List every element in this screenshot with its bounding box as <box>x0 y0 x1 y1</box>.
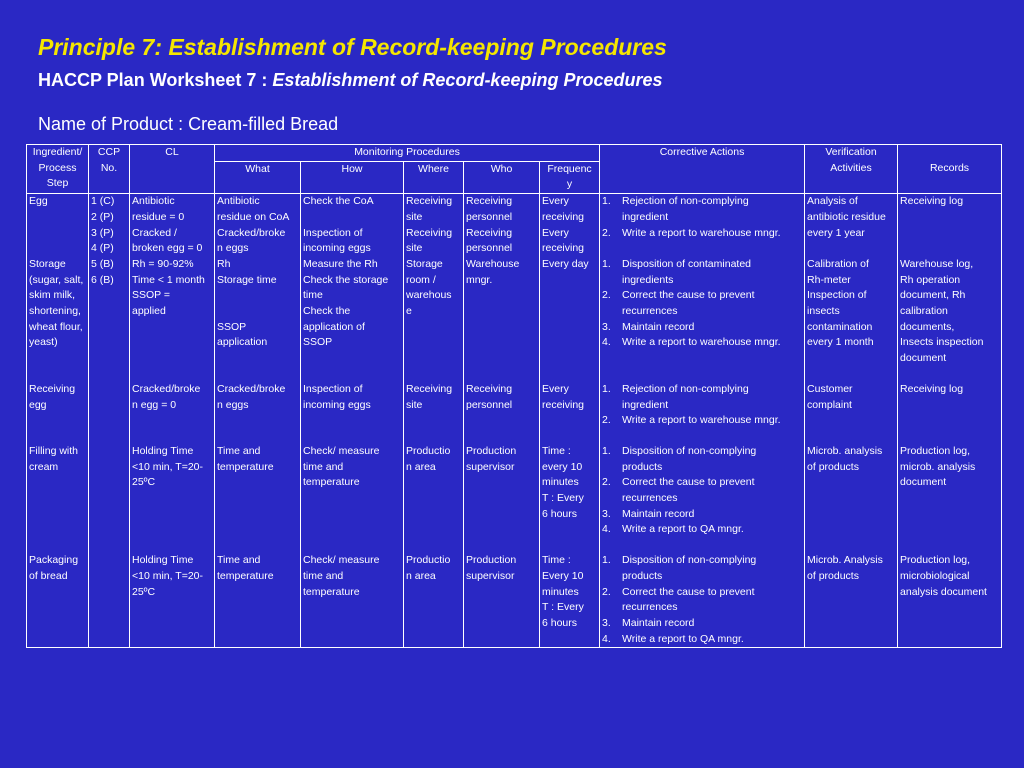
frequency-line: receiving <box>542 398 585 411</box>
haccp-worksheet-table <box>26 144 1002 648</box>
corrective-number: 1. <box>602 382 611 395</box>
how-line: Measure the Rh <box>303 257 378 270</box>
col-who: Who <box>464 161 540 193</box>
frequency-line: 6 hours <box>542 507 578 520</box>
corrective-text <box>622 288 755 319</box>
cell-who <box>464 444 540 553</box>
cl-line: n egg = 0 <box>132 398 177 411</box>
frequency-line: Every <box>542 382 569 395</box>
corrective-line: Maintain record <box>622 507 695 520</box>
corrective-line: Disposition of non-complying <box>622 444 757 457</box>
who-line: mngr. <box>466 273 493 286</box>
where-line: Receiving <box>406 195 453 208</box>
cl-line: SSOP = <box>132 289 171 302</box>
cell-where <box>404 444 464 553</box>
cl-line: 25ºC <box>132 585 156 598</box>
corrective-line: Disposition of non-complying <box>622 554 757 567</box>
corrective-line: products <box>622 460 663 473</box>
frequency-line: Every <box>542 226 569 239</box>
corrective-number: 1. <box>602 444 611 457</box>
corrective-line: products <box>622 569 663 582</box>
col-ingredient: Ingredient/ Process Step <box>27 145 89 194</box>
cl-line: Holding Time <box>132 444 194 457</box>
cell-where <box>404 194 464 382</box>
corrective-line: Write a report to warehouse mngr. <box>622 336 781 349</box>
cell-records <box>898 553 1002 648</box>
cl-line: 25ºC <box>132 476 156 489</box>
verification-line <box>807 241 895 257</box>
ccp-line: 2 (P) <box>91 210 114 223</box>
frequency-line: Every day <box>542 257 589 270</box>
cl-line: Antibiotic <box>132 195 175 208</box>
cell-corrective <box>600 444 805 553</box>
frequency-line: 6 hours <box>542 616 578 629</box>
col-what: What <box>215 161 301 193</box>
records-line: Receiving log <box>900 195 964 208</box>
col-corrective: Corrective Actions <box>600 145 805 194</box>
corrective-item <box>602 475 802 506</box>
corrective-item <box>602 507 802 523</box>
frequency-line: every 10 <box>542 460 583 473</box>
ingredient-line: Filling with <box>29 444 79 457</box>
what-line <box>217 288 298 304</box>
corrective-number: 4. <box>602 632 611 645</box>
col-frequency: Frequenc y <box>540 161 600 193</box>
ingredient-line: (sugar, salt, <box>29 273 84 286</box>
verification-line: of products <box>807 460 859 473</box>
who-line: Warehouse <box>466 257 520 270</box>
ingredient-line: cream <box>29 460 59 473</box>
where-line: warehous <box>406 289 452 302</box>
how-line: SSOP <box>303 336 333 349</box>
ingredient-line: of bread <box>29 569 68 582</box>
what-line: SSOP <box>217 320 247 333</box>
ingredient-line: skim milk, <box>29 289 76 302</box>
col-monitoring: Monitoring Procedures <box>215 145 600 162</box>
corrective-text <box>622 475 755 506</box>
corrective-line: recurrences <box>622 305 678 318</box>
corrective-text <box>622 632 744 648</box>
corrective-item <box>602 553 802 584</box>
who-line: Receiving <box>466 382 513 395</box>
frequency-line: Every 10 <box>542 569 584 582</box>
where-line: Storage <box>406 257 443 270</box>
verification-line: every 1 month <box>807 336 874 349</box>
who-line: personnel <box>466 242 513 255</box>
corrective-line: recurrences <box>622 601 678 614</box>
where-line: Receiving <box>406 226 453 239</box>
where-line: n area <box>406 460 436 473</box>
cl-line: residue = 0 <box>132 210 185 223</box>
ingredient-line: shortening, <box>29 304 81 317</box>
where-line: Productio <box>406 444 451 457</box>
records-line: Production log, <box>900 554 971 567</box>
col-ccp: CCP No. <box>89 145 130 194</box>
corrective-item <box>602 320 802 336</box>
ccp-line: 6 (B) <box>91 273 114 286</box>
corrective-list <box>602 553 802 647</box>
verification-line: insects <box>807 305 840 318</box>
corrective-line: Rejection of non-complying <box>622 195 749 208</box>
corrective-number: 3. <box>602 616 611 629</box>
records-line: Rh operation <box>900 273 961 286</box>
cl-line: <10 min, T=20- <box>132 569 204 582</box>
corrective-item <box>602 226 802 242</box>
corrective-number: 1. <box>602 195 611 208</box>
corrective-line: Maintain record <box>622 320 695 333</box>
cell-how <box>301 194 404 382</box>
corrective-line: ingredient <box>622 210 669 223</box>
records-line: document, Rh <box>900 289 966 302</box>
corrective-text <box>622 413 781 429</box>
ingredient-line: egg <box>29 398 47 411</box>
verification-line: Inspection of <box>807 289 867 302</box>
cell-frequency <box>540 444 600 553</box>
corrective-line: Write a report to QA mngr. <box>622 632 744 645</box>
records-line: document <box>900 476 947 489</box>
verification-line: antibiotic residue <box>807 210 886 223</box>
ingredient-line: yeast) <box>29 336 58 349</box>
cell-what <box>215 553 301 648</box>
where-line: room / <box>406 273 436 286</box>
corrective-item <box>602 616 802 632</box>
corrective-line: Rejection of non-complying <box>622 382 749 395</box>
corrective-text <box>622 335 781 351</box>
cell-cl <box>130 444 215 553</box>
records-line: microbiological <box>900 569 970 582</box>
cell-how <box>301 444 404 553</box>
col-where: Where <box>404 161 464 193</box>
frequency-line: Time : <box>542 554 571 567</box>
corrective-line: recurrences <box>622 492 678 505</box>
cell-records <box>898 194 1002 382</box>
corrective-list <box>602 382 802 429</box>
corrective-number: 2. <box>602 414 611 427</box>
frequency-line: T : Every <box>542 492 584 505</box>
cl-line: broken egg = 0 <box>132 242 203 255</box>
how-line: Check the CoA <box>303 195 374 208</box>
ingredient-line <box>29 226 86 242</box>
how-line: Check/ measure <box>303 554 380 567</box>
ingredient-line <box>29 241 86 257</box>
how-line: incoming eggs <box>303 398 371 411</box>
corrective-line: Correct the cause to prevent <box>622 585 755 598</box>
records-line <box>900 241 999 257</box>
table-row <box>27 194 1002 382</box>
what-line: Antibiotic <box>217 195 260 208</box>
table-row <box>27 382 1002 444</box>
subtitle-italic: Establishment of Record-keeping Procedures <box>272 70 663 90</box>
corrective-list <box>602 194 802 351</box>
cl-line: <10 min, T=20- <box>132 460 204 473</box>
frequency-line: receiving <box>542 242 585 255</box>
cell-ccp <box>89 194 130 382</box>
cell-records <box>898 444 1002 553</box>
frequency-line: T : Every <box>542 601 584 614</box>
corrective-number: 2. <box>602 289 611 302</box>
frequency-line: receiving <box>542 210 585 223</box>
col-records: Records <box>898 145 1002 194</box>
how-line: temperature <box>303 476 360 489</box>
cell-frequency <box>540 382 600 444</box>
cell-frequency <box>540 553 600 648</box>
records-line <box>900 226 999 242</box>
ccp-line: 4 (P) <box>91 242 114 255</box>
product-name: Name of Product : Cream-filled Bread <box>38 114 339 134</box>
verification-line: contamination <box>807 320 873 333</box>
what-line: application <box>217 336 268 349</box>
how-line: incoming eggs <box>303 242 371 255</box>
cell-corrective <box>600 194 805 382</box>
ingredient-line: wheat flour, <box>29 320 83 333</box>
corrective-text <box>622 382 749 413</box>
cell-what <box>215 444 301 553</box>
where-line: site <box>406 398 423 411</box>
frequency-line: minutes <box>542 585 579 598</box>
corrective-number: 2. <box>602 585 611 598</box>
corrective-text <box>622 444 756 475</box>
how-line: time and <box>303 460 344 473</box>
corrective-text <box>622 226 781 242</box>
cell-ingredient <box>27 194 89 382</box>
corrective-item <box>602 335 802 351</box>
cell-how <box>301 553 404 648</box>
corrective-item <box>602 257 802 288</box>
corrective-list <box>602 444 802 538</box>
corrective-text <box>622 553 756 584</box>
who-line: Production <box>466 444 517 457</box>
table-row <box>27 444 1002 553</box>
cell-frequency <box>540 194 600 382</box>
who-line: personnel <box>466 398 513 411</box>
how-line: Check/ measure <box>303 444 380 457</box>
cl-line: Cracked / <box>132 226 177 239</box>
corrective-line: Write a report to QA mngr. <box>622 523 744 536</box>
cl-line: Time < 1 month <box>132 273 205 286</box>
corrective-line: ingredients <box>622 273 674 286</box>
verification-line: Microb. Analysis <box>807 554 883 567</box>
frequency-line: Every <box>542 195 569 208</box>
corrective-line: Write a report to warehouse mngr. <box>622 226 781 239</box>
corrective-item <box>602 288 802 319</box>
corrective-text <box>622 522 744 538</box>
how-line: time and <box>303 569 344 582</box>
corrective-item <box>602 585 802 616</box>
how-line: Inspection of <box>303 226 363 239</box>
where-line: Productio <box>406 554 451 567</box>
who-line: supervisor <box>466 569 515 582</box>
records-line: microb. analysis <box>900 460 976 473</box>
how-line: application of <box>303 320 365 333</box>
verification-line: Rh-meter <box>807 273 851 286</box>
cell-verification <box>805 444 898 553</box>
frequency-line: minutes <box>542 476 579 489</box>
corrective-text <box>622 585 755 616</box>
cell-verification <box>805 194 898 382</box>
col-how: How <box>301 161 404 193</box>
verification-line: every 1 year <box>807 226 865 239</box>
ingredient-line <box>29 210 86 226</box>
cell-cl <box>130 553 215 648</box>
what-line: temperature <box>217 460 274 473</box>
page-title: Principle 7: Establishment of Record-keeping Procedures <box>38 34 667 60</box>
cell-cl <box>130 382 215 444</box>
corrective-line: ingredient <box>622 398 669 411</box>
what-line: Cracked/broke <box>217 382 286 395</box>
col-cl: CL <box>130 145 215 194</box>
cell-verification <box>805 382 898 444</box>
cell-how <box>301 382 404 444</box>
table-row <box>27 553 1002 648</box>
where-line: n area <box>406 569 436 582</box>
who-line: supervisor <box>466 460 515 473</box>
worksheet-subtitle <box>38 70 663 91</box>
corrective-number: 3. <box>602 320 611 333</box>
what-line: n eggs <box>217 398 249 411</box>
cl-line: Rh = 90-92% <box>132 257 194 270</box>
ingredient-line: Egg <box>29 195 48 208</box>
cell-who <box>464 194 540 382</box>
what-line: Time and <box>217 554 261 567</box>
records-line: calibration <box>900 304 948 317</box>
corrective-item <box>602 241 802 257</box>
how-line: temperature <box>303 585 360 598</box>
corrective-text <box>622 194 749 225</box>
cell-what <box>215 382 301 444</box>
cell-who <box>464 553 540 648</box>
verification-line: of products <box>807 569 859 582</box>
what-line: n eggs <box>217 242 249 255</box>
corrective-line: Maintain record <box>622 616 695 629</box>
cl-line: Cracked/broke <box>132 382 201 395</box>
cell-ingredient <box>27 444 89 553</box>
corrective-item <box>602 382 802 413</box>
cell-where <box>404 382 464 444</box>
corrective-item <box>602 413 802 429</box>
corrective-item <box>602 632 802 648</box>
records-line: Production log, <box>900 444 971 457</box>
corrective-line: Correct the cause to prevent <box>622 289 755 302</box>
what-line: residue on CoA <box>217 210 290 223</box>
how-line: time <box>303 289 323 302</box>
corrective-number: 3. <box>602 507 611 520</box>
where-line: Receiving <box>406 382 453 395</box>
ccp-line: 1 (C) <box>91 195 115 208</box>
corrective-text <box>622 507 694 523</box>
who-line: Production <box>466 554 517 567</box>
cell-ccp <box>89 382 130 444</box>
who-line: Receiving <box>466 195 513 208</box>
cell-cl <box>130 194 215 382</box>
verification-line: complaint <box>807 398 852 411</box>
corrective-text <box>622 320 694 336</box>
what-line <box>217 304 298 320</box>
cell-records <box>898 382 1002 444</box>
cell-ccp <box>89 553 130 648</box>
where-line: site <box>406 242 423 255</box>
corrective-number: 4. <box>602 523 611 536</box>
ccp-line: 5 (B) <box>91 257 114 270</box>
where-line: e <box>406 305 412 318</box>
cell-what <box>215 194 301 382</box>
who-line: Receiving <box>466 226 513 239</box>
cell-ccp <box>89 444 130 553</box>
frequency-line: Time : <box>542 444 571 457</box>
how-line: Inspection of <box>303 382 363 395</box>
cl-line: applied <box>132 305 166 318</box>
cell-corrective <box>600 553 805 648</box>
cell-who <box>464 382 540 444</box>
ingredient-line: Receiving <box>29 382 76 395</box>
cell-verification <box>805 553 898 648</box>
ingredient-line: Storage <box>29 257 66 270</box>
records-line: Insects inspection <box>900 336 984 349</box>
how-line <box>303 210 401 226</box>
corrective-number: 1. <box>602 257 611 270</box>
records-line: document <box>900 352 947 365</box>
cl-line: Holding Time <box>132 554 194 567</box>
how-line: Check the storage <box>303 273 389 286</box>
corrective-number: 1. <box>602 554 611 567</box>
where-line: site <box>406 210 423 223</box>
corrective-line: Disposition of contaminated <box>622 257 752 270</box>
corrective-number: 2. <box>602 476 611 489</box>
how-line: Check the <box>303 305 351 318</box>
what-line: temperature <box>217 569 274 582</box>
col-verification: Verification Activities <box>805 145 898 194</box>
corrective-item <box>602 194 802 225</box>
records-line: analysis document <box>900 585 987 598</box>
subtitle-prefix: HACCP Plan Worksheet 7 : <box>38 70 273 90</box>
corrective-line: Correct the cause to prevent <box>622 476 755 489</box>
what-line: Cracked/broke <box>217 226 286 239</box>
corrective-line: Write a report to warehouse mngr. <box>622 414 781 427</box>
corrective-item <box>602 522 802 538</box>
verification-line: Analysis of <box>807 195 858 208</box>
records-line: documents, <box>900 320 955 333</box>
what-line: Time and <box>217 444 261 457</box>
verification-line: Customer <box>807 382 853 395</box>
corrective-number: 4. <box>602 336 611 349</box>
corrective-text <box>622 616 694 632</box>
corrective-text <box>622 257 751 288</box>
corrective-number <box>602 241 622 257</box>
what-line: Rh <box>217 257 231 270</box>
cell-corrective <box>600 382 805 444</box>
records-line <box>900 210 999 226</box>
corrective-item <box>602 444 802 475</box>
cell-where <box>404 553 464 648</box>
corrective-number: 2. <box>602 226 611 239</box>
ccp-line: 3 (P) <box>91 226 114 239</box>
cell-ingredient <box>27 553 89 648</box>
cell-ingredient <box>27 382 89 444</box>
verification-line: Microb. analysis <box>807 444 883 457</box>
records-line: Warehouse log, <box>900 257 974 270</box>
ingredient-line: Packaging <box>29 554 79 567</box>
records-line: Receiving log <box>900 382 964 395</box>
who-line: personnel <box>466 210 513 223</box>
worksheet-body <box>27 194 1002 648</box>
verification-line: Calibration of <box>807 257 869 270</box>
what-line: Storage time <box>217 273 277 286</box>
